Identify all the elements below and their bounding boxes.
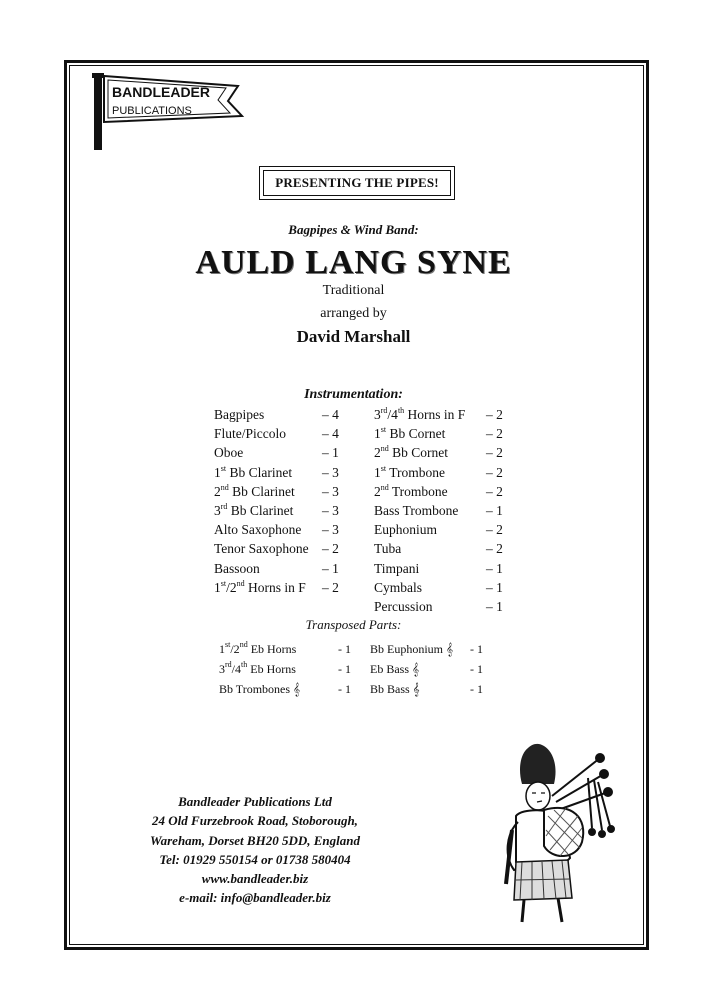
- instrument-qty: – 3: [322, 502, 339, 518]
- website-link[interactable]: www.bandleader.biz: [201, 871, 309, 887]
- page-title: AULD LANG SYNE: [195, 244, 512, 281]
- part-qty: - 1: [338, 662, 351, 676]
- logo-line1: BANDLEADER: [112, 84, 210, 100]
- instrument-qty: – 1: [322, 445, 339, 461]
- subtitle: Bagpipes & Wind Band:: [288, 222, 419, 237]
- piper-illustration: [492, 738, 620, 928]
- instrument-qty: – 1: [486, 560, 503, 576]
- instrument-name: Bassoon: [214, 560, 260, 576]
- instrument-row: [374, 463, 514, 482]
- transposed-row: [219, 679, 359, 699]
- series-banner: [259, 166, 455, 200]
- instrument-name: Bass Trombone: [374, 502, 459, 518]
- arranged-by-label: arranged by: [320, 306, 387, 321]
- logo-line2: PUBLICATIONS: [112, 105, 192, 117]
- instrument-row: [374, 482, 514, 501]
- instrument-qty: – 4: [322, 426, 339, 442]
- email-link[interactable]: e-mail: info@bandleader.biz: [179, 890, 331, 906]
- instrument-name: 1st Bb Clarinet: [214, 463, 293, 480]
- part-qty: - 1: [338, 682, 351, 696]
- instrument-name: Alto Saxophone: [214, 522, 302, 538]
- instrument-qty: – 2: [486, 464, 503, 480]
- transposed-row: [219, 659, 359, 679]
- part-qty: - 1: [338, 642, 351, 656]
- instrument-qty: – 1: [486, 502, 503, 518]
- instrument-name: Bagpipes: [214, 407, 265, 422]
- transposed-left-column: [219, 639, 359, 699]
- instrument-qty: – 1: [322, 560, 339, 576]
- instrument-qty: – 2: [322, 579, 339, 595]
- instrument-row: [214, 463, 354, 482]
- instrument-name: 1st Trombone: [374, 463, 445, 480]
- instrument-qty: – 4: [322, 407, 339, 422]
- traditional-label: Traditional: [322, 283, 385, 298]
- instrument-name: 1st Bb Cornet: [374, 425, 446, 442]
- instrument-name: Euphonium: [374, 522, 437, 538]
- instrument-row: [214, 443, 354, 462]
- instrument-row: [374, 405, 514, 424]
- instrument-row: [374, 520, 514, 539]
- publisher-name: Bandleader Publications Ltd: [178, 794, 332, 809]
- instrument-name: Flute/Piccolo: [214, 426, 286, 442]
- transposed-parts-heading: Transposed Parts:: [305, 617, 402, 632]
- instrument-name: 2nd Bb Clarinet: [214, 482, 295, 499]
- instrument-qty: – 2: [486, 541, 503, 557]
- instrument-row: [374, 539, 514, 558]
- transposed-row: [219, 639, 359, 659]
- instrument-name: Timpani: [374, 560, 420, 576]
- instrument-qty: – 2: [486, 426, 503, 442]
- address-street: 24 Old Furzebrook Road, Stoborough,: [152, 813, 358, 829]
- instrument-qty: – 2: [486, 522, 503, 538]
- transposed-row: [370, 679, 500, 699]
- instrument-row: [374, 443, 514, 462]
- transposed-row: [370, 639, 500, 659]
- bandleader-logo: [86, 70, 246, 150]
- part-qty: - 1: [470, 642, 483, 656]
- instrument-row: [374, 501, 514, 520]
- instrument-row: [214, 539, 354, 558]
- instrument-qty: – 3: [322, 522, 339, 538]
- publisher-address: [125, 792, 385, 908]
- instrument-name: 2nd Bb Cornet: [374, 444, 448, 461]
- part-name: 1st/2nd Eb Horns: [219, 640, 297, 656]
- instrument-name: 2nd Trombone: [374, 482, 448, 499]
- instrument-qty: – 3: [322, 464, 339, 480]
- instrumentation-left-column: [214, 405, 354, 597]
- address-town: Wareham, Dorset BH20 5DD, England: [150, 832, 360, 848]
- instrument-qty: – 2: [486, 445, 503, 461]
- instrument-row: [214, 559, 354, 578]
- series-banner-label: PRESENTING THE PIPES!: [263, 170, 451, 196]
- part-qty: - 1: [470, 682, 483, 696]
- part-name: Bb Euphonium 𝄞: [370, 642, 454, 656]
- instrument-name: Percussion: [374, 598, 433, 614]
- instrument-name: Tenor Saxophone: [214, 541, 309, 557]
- part-qty: - 1: [470, 662, 483, 676]
- part-name: Eb Bass 𝄞: [370, 662, 420, 676]
- instrument-name: Tuba: [374, 541, 402, 557]
- instrument-qty: – 3: [322, 483, 339, 499]
- instrument-row: [374, 559, 514, 578]
- instrument-row: [214, 520, 354, 539]
- composer-name: David Marshall: [296, 327, 411, 346]
- instrument-name: 3rd/4th Horns in F: [374, 406, 466, 422]
- instrument-row: [214, 501, 354, 520]
- instrument-qty: – 1: [486, 579, 503, 595]
- instrumentation-heading: Instrumentation:: [304, 387, 403, 402]
- instrument-row: [374, 597, 514, 616]
- instrument-row: [214, 482, 354, 501]
- instrument-qty: – 1: [486, 598, 503, 614]
- instrument-row: [214, 424, 354, 443]
- instrument-name: Cymbals: [374, 579, 423, 595]
- part-name: 3rd/4th Eb Horns: [219, 660, 296, 676]
- instrument-qty: – 2: [322, 541, 339, 557]
- instrument-row: [214, 578, 354, 597]
- instrument-row: [374, 578, 514, 597]
- transposed-row: [370, 659, 500, 679]
- instrument-name: Oboe: [214, 445, 244, 461]
- instrument-qty: – 2: [486, 407, 503, 422]
- instrument-row: [374, 424, 514, 443]
- instrument-row: [214, 405, 354, 424]
- instrument-name: 3rd Bb Clarinet: [214, 501, 294, 518]
- transposed-right-column: [370, 639, 500, 699]
- instrument-qty: – 2: [486, 483, 503, 499]
- instrument-name: 1st/2nd Horns in F: [214, 578, 306, 595]
- telephone: Tel: 01929 550154 or 01738 580404: [159, 851, 351, 867]
- instrumentation-right-column: [374, 405, 514, 616]
- part-name: Bb Bass 𝄞: [370, 682, 420, 696]
- part-name: Bb Trombones 𝄞: [219, 682, 301, 696]
